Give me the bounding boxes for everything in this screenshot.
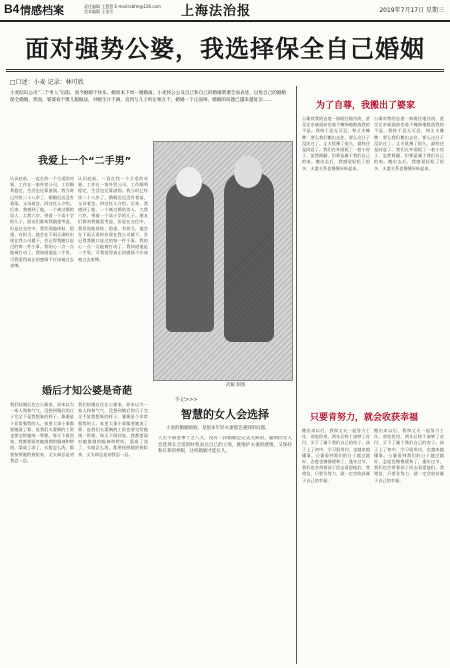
page-header [0,0,450,22]
right-heading-2: 只要肯努力，就会收获幸福 [310,413,419,423]
section-heading-1: 我爱上一个“二手男” [38,156,132,167]
right-heading-1: 为了自尊，我搬出了婆家 [316,101,416,111]
figure-face [234,156,262,188]
right-body-2b: 搬出来以后，我和丈夫一起努力工作，省吃俭用，两年后终于凑够了首付，买下了属于我们自己的房子。孩子上了初中，学习很用功，也越来越懂事。公婆看到我们的日子越过越好，态度也慢慢缓和了，逢年过节，我们也会带着孩子回去看望他们。我相信，只要肯努力，就一定会收获属于自己的幸福。 [374,428,444,483]
figure-silhouette [166,182,214,332]
section-body-1a: 认识赵前，一直在找一个合适的对象，工作在一家外贸公司，工作顺利稳定，生活也还算滋润。我当时已经快二十八岁了，婚姻迟迟没有着落，父母着急，四处托人介绍。后来，我遇到了他，一个离过婚的男人，大我六岁，带着一个读小学的儿子。朋友们都劝我慎重考虑，但是在交往中，我发现他体贴、稳重、有担当，他会在下雨天准时出现在我公司楼下，会记得我随口说过的每一件小事。我的心一点一点地被打动了。我知道他是二手男，可我觉得真正的感情不应该被过去束缚。 [10,176,74,268]
illustration [153,141,293,381]
right-body-2a: 搬出来以后，我和丈夫一起努力工作，省吃俭用，两年后终于凑够了首付，买下了属于我们自己的房子。孩子上了初中，学习很用功，也越来越懂事。公婆看到我们的日子越过越好，态度也慢慢缓和了，逢年过节，我们也会带着孩子回去看望他们。我相信，只要肯努力，就一定会收获属于自己的幸福。 [302,428,370,483]
section-body-2b: 我们结婚后住在公婆家，原本以为一家人和和气气，没想到婚后的日子完全不是我想象的样子。婆婆是个非常强势的人，家里大事小事都要她说了算，连我们夫妻俩的工资也要交给她统一管理。每天下班回家，我都要面对她挑剔的眼神和唠叨，菜咸了淡了，衣服怎么洗，都要按照她的规矩来，丈夫却总是劝我忍一忍。 [78,402,148,457]
sidebar-body: 人生不如意事十之八九，没有一段婚姻是完美无缺的。聪明的女人会选择在合适的时机表达自己的立场，既维护夫妻的感情，又保持和长辈的界限，这样婚姻才能长久。 [158,436,292,455]
figure-face [176,167,202,197]
sidebar-subtitle: 小麦的婚姻烦恼，是很多年轻夫妻都会遇到的问题。 [166,426,270,431]
headline-rule [6,71,444,72]
section-heading-2: 婚后才知公婆是奇葩 [42,386,132,397]
section-title: 情感档案 [20,4,64,17]
editor-credits: 责任编辑 王慧慧 E-mail:lsbfm@126.com 美术编辑 王金岳 [84,4,161,14]
main-headline: 面对强势公婆，我选择保全自己婚姻 [25,35,425,63]
illustration-credit: 武鲸 制图 [226,383,246,388]
right-body-1a: 公婆对我的态度一如既往地冷淡，甚至在亲戚面前也毫不掩饰地数落我的不是。我终于忍无可忍，和丈夫摊牌：要么我们搬出去住，要么这日子没法过了。丈夫犹豫了很久，最终还是同意了。我们在外面租了一套小房子，虽然简陋，但那是属于我们自己的家。搬出去后，我感觉轻松了很多，夫妻关系也慢慢好转起来。 [302,116,370,171]
newspaper-name: 上海法治报 [181,4,252,19]
sidebar-title: 智慧的女人会选择 [181,408,269,421]
column-divider [296,86,297,664]
section-body-1b: 认识赵前，一直在找一个合适的对象，工作在一家外贸公司，工作顺利稳定，生活也还算滋润。我当时已经快二十八岁了，婚姻迟迟没有着落，父母着急，四处托人介绍。后来，我遇到了他，一个离过婚的男人，大我六岁，带着一个读小学的儿子。朋友们都劝我慎重考虑，但是在交往中，我发现他体贴、稳重、有担当，他会在下雨天准时出现在我公司楼下，会记得我随口说过的每一件小事。我的心一点一点地被打动了。我知道他是二手男，可我觉得真正的感情不应该被过去束缚。 [78,176,148,262]
figure-silhouette [224,172,274,342]
section-body-2a: 我们结婚后住在公婆家，原本以为一家人和和气气，没想到婚后的日子完全不是我想象的样子。婆婆是个非常强势的人，家里大事小事都要她说了算，连我们夫妻俩的工资也要交给她统一管理。每天下班回家，我都要面对她挑剔的眼神和唠叨，菜咸了淡了，衣服怎么洗，都要按照她的规矩来，丈夫却总是劝我忍一忍。 [10,402,74,463]
lead-paragraph: 小麦结识公司“二个男人”后陷，而今婚姻不快乐，她原本下周一婚婚离，小麦将公公及自己和自己的婚婚谐谐全面表述，以免自己的婚婚保全婚婚，然而，婆婆看不惯儿媳做法，对她生计不满，直到与儿子约定相互不，婚婚一个正面辩，婚婚的问题已越来越复杂…… [10,91,286,103]
right-body-1b: 公婆对我的态度一如既往地冷淡，甚至在亲戚面前也毫不掩饰地数落我的不是。我终于忍无可忍，和丈夫摊牌：要么我们搬出去住，要么这日子没法过了。丈夫犹豫了很久，最终还是同意了。我们在外面租了一套小房子，虽然简陋，但那是属于我们自己的家。搬出去后，我感觉轻松了很多，夫妻关系也慢慢好转起来。 [374,116,444,171]
note-tag: 手记>>> [175,397,198,403]
issue-date: 2019年7月17日 星期三 [379,7,444,14]
headline-rule [6,69,444,70]
byline: □口述：小麦 记录：林可欣 [10,79,84,86]
page-number: B4 [4,2,20,16]
